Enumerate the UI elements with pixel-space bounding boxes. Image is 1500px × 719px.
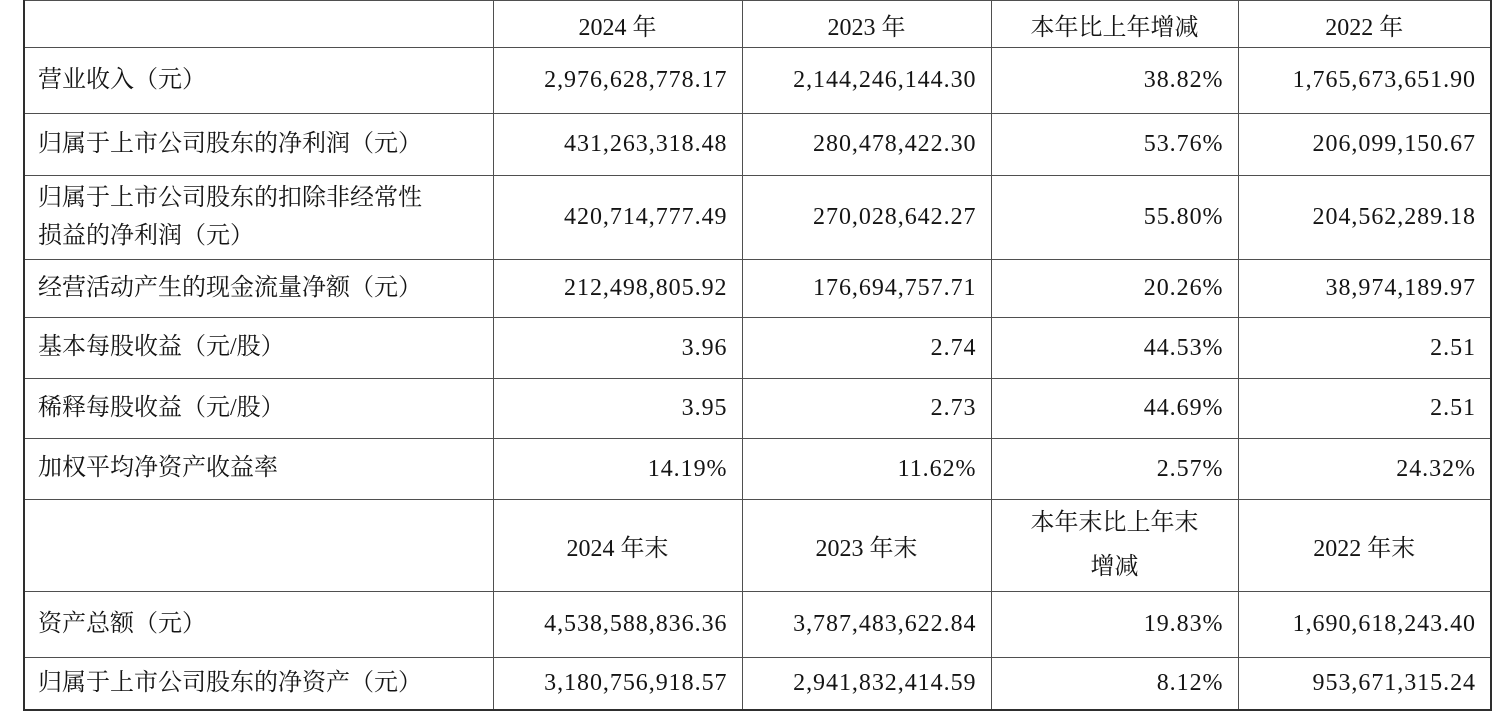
value-cell: 1,690,618,243.40 bbox=[1238, 591, 1491, 657]
value-cell: 1,765,673,651.90 bbox=[1238, 48, 1491, 114]
row-label-weighted-avg-roe: 加权平均净资产收益率 bbox=[24, 439, 493, 500]
value-cell: 953,671,315.24 bbox=[1238, 657, 1491, 710]
col-header-change: 本年比上年增减 bbox=[991, 1, 1238, 48]
value-cell: 3.95 bbox=[493, 379, 742, 439]
value-cell: 2.73 bbox=[742, 379, 991, 439]
header-blank-cell bbox=[24, 500, 493, 592]
row-label-diluted-eps: 稀释每股收益（元/股） bbox=[24, 379, 493, 439]
header-blank-cell bbox=[24, 1, 493, 48]
col-header-2024-end: 2024 年末 bbox=[493, 500, 742, 592]
value-cell: 55.80% bbox=[991, 176, 1238, 260]
value-cell: 176,694,757.71 bbox=[742, 260, 991, 318]
col-header-2022-end: 2022 年末 bbox=[1238, 500, 1491, 592]
financial-summary-table bbox=[23, 0, 1492, 711]
value-cell: 3.96 bbox=[493, 318, 742, 379]
table-row-net-profit bbox=[24, 114, 1491, 176]
row-label-net-profit: 归属于上市公司股东的净利润（元） bbox=[24, 114, 493, 176]
value-cell: 206,099,150.67 bbox=[1238, 114, 1491, 176]
table-row-net-profit-deducted bbox=[24, 176, 1491, 260]
value-cell: 44.69% bbox=[991, 379, 1238, 439]
value-cell: 420,714,777.49 bbox=[493, 176, 742, 260]
value-cell: 53.76% bbox=[991, 114, 1238, 176]
table-row-revenue bbox=[24, 48, 1491, 114]
value-cell: 4,538,588,836.36 bbox=[493, 591, 742, 657]
col-header-2022: 2022 年 bbox=[1238, 1, 1491, 48]
table-row-weighted-avg-roe bbox=[24, 439, 1491, 500]
value-cell: 38,974,189.97 bbox=[1238, 260, 1491, 318]
row-label-total-assets: 资产总额（元） bbox=[24, 591, 493, 657]
row-label-net-profit-deducted bbox=[24, 176, 493, 260]
col-header-text: 本年末比上年末增减 bbox=[1030, 510, 1199, 581]
value-cell: 11.62% bbox=[742, 439, 991, 500]
header-row-annual bbox=[24, 1, 1491, 48]
col-header-yearend-change bbox=[991, 500, 1238, 592]
value-cell: 3,180,756,918.57 bbox=[493, 657, 742, 710]
row-label-operating-cash-flow: 经营活动产生的现金流量净额（元） bbox=[24, 260, 493, 318]
row-label-net-assets: 归属于上市公司股东的净资产（元） bbox=[24, 657, 493, 710]
value-cell: 2.57% bbox=[991, 439, 1238, 500]
table-row-diluted-eps bbox=[24, 379, 1491, 439]
value-cell: 19.83% bbox=[991, 591, 1238, 657]
value-cell: 2.51 bbox=[1238, 379, 1491, 439]
value-cell: 2,144,246,144.30 bbox=[742, 48, 991, 114]
header-row-yearend bbox=[24, 500, 1491, 592]
table-row-operating-cash-flow bbox=[24, 260, 1491, 318]
value-cell: 2,976,628,778.17 bbox=[493, 48, 742, 114]
value-cell: 24.32% bbox=[1238, 439, 1491, 500]
value-cell: 2.74 bbox=[742, 318, 991, 379]
value-cell: 431,263,318.48 bbox=[493, 114, 742, 176]
row-label-basic-eps: 基本每股收益（元/股） bbox=[24, 318, 493, 379]
value-cell: 44.53% bbox=[991, 318, 1238, 379]
value-cell: 2.51 bbox=[1238, 318, 1491, 379]
value-cell: 270,028,642.27 bbox=[742, 176, 991, 260]
value-cell: 212,498,805.92 bbox=[493, 260, 742, 318]
value-cell: 38.82% bbox=[991, 48, 1238, 114]
value-cell: 20.26% bbox=[991, 260, 1238, 318]
col-header-2023-end: 2023 年末 bbox=[742, 500, 991, 592]
table-row-basic-eps bbox=[24, 318, 1491, 379]
row-label-revenue: 营业收入（元） bbox=[24, 48, 493, 114]
value-cell: 280,478,422.30 bbox=[742, 114, 991, 176]
value-cell: 14.19% bbox=[493, 439, 742, 500]
col-header-2024: 2024 年 bbox=[493, 1, 742, 48]
value-cell: 3,787,483,622.84 bbox=[742, 591, 991, 657]
value-cell: 2,941,832,414.59 bbox=[742, 657, 991, 710]
value-cell: 8.12% bbox=[991, 657, 1238, 710]
table-row-net-assets bbox=[24, 657, 1491, 710]
col-header-2023: 2023 年 bbox=[742, 1, 991, 48]
table-row-total-assets bbox=[24, 591, 1491, 657]
row-label-text: 归属于上市公司股东的扣除非经常性损益的净利润（元） bbox=[38, 185, 422, 249]
value-cell: 204,562,289.18 bbox=[1238, 176, 1491, 260]
